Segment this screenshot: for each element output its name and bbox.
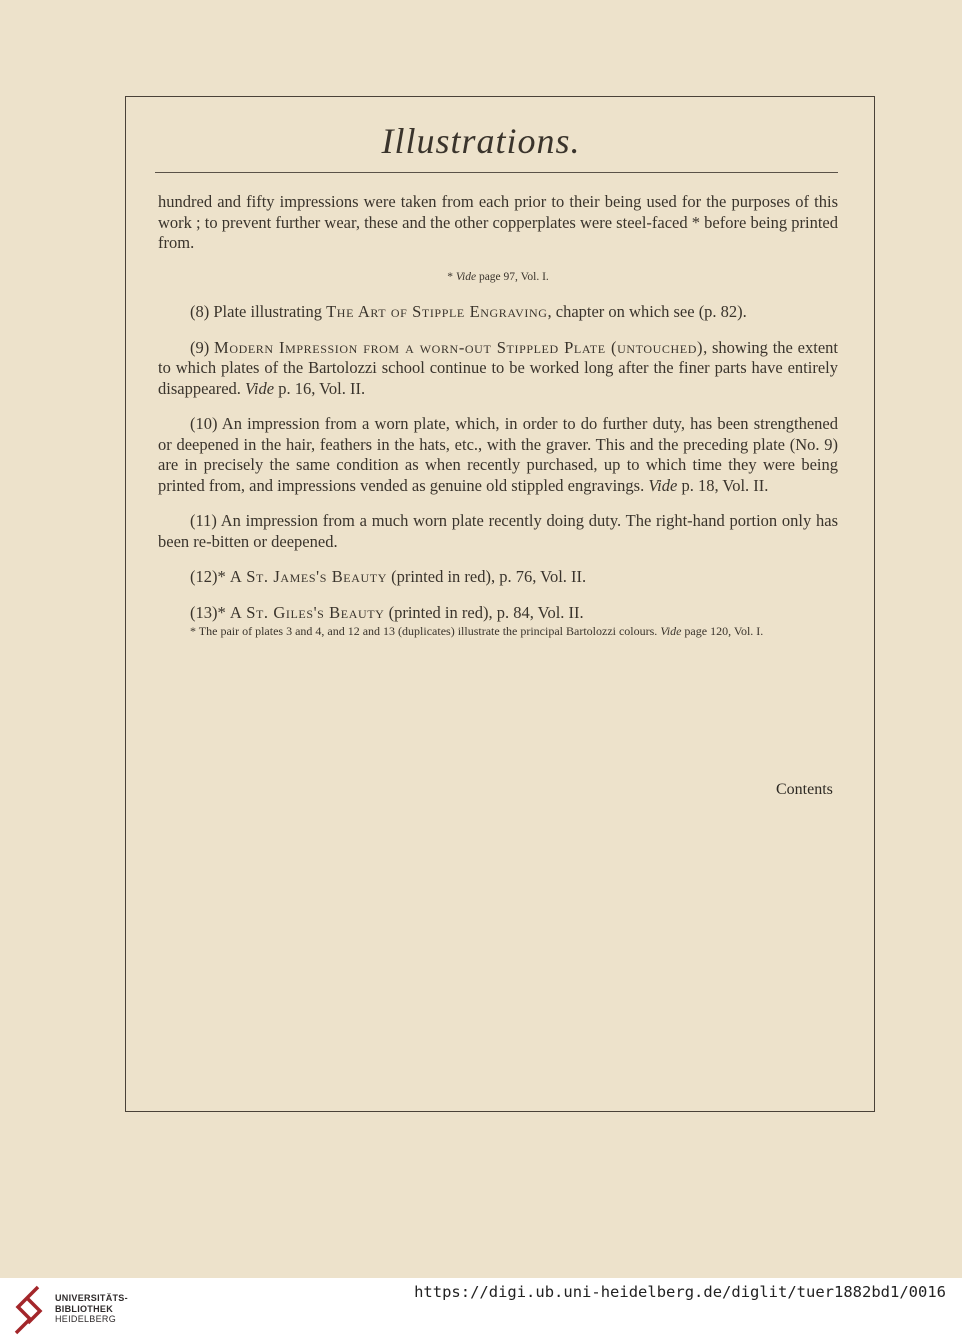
page-footnote: * The pair of plates 3 and 4, and 12 and 13 (duplicates) illustrate the principal Bartolozzi colours. Vide page 120, Vol. I. [190, 624, 764, 638]
title-rule [155, 172, 838, 173]
list-item-8: (8) Plate illustrating The Art of Stipple Engraving, chapter on which see (p. 82). [190, 302, 747, 321]
inline-footnote: * Vide page 97, Vol. I. [447, 270, 549, 283]
body-text [158, 192, 838, 639]
list-item-13: (13)* A St. Giles's Beauty (printed in red), p. 84, Vol. II. [190, 602, 584, 622]
list-item-11: (11) An impression from a much worn plate recently doing duty. The right-hand portion only has been re-bitten or deepened. [158, 511, 838, 551]
continuation-paragraph: hundred and fifty impressions were taken from each prior to their being used for the purposes of this work ; to prevent further wear, these and the other copperplates were steel-faced * before being printed from. [158, 192, 838, 252]
running-title: Illustrations. [381, 121, 581, 161]
library-name: UNIVERSITÄTS- BIBLIOTHEK HEIDELBERG [55, 1293, 128, 1324]
list-item-10: (10) An impression from a worn plate, which, in order to do further duty, has been strengthened or deepened in the hair, feathers in the hats, etc., with the graver. This and the preceding plate (No. 9) are in precisely the same condition as when recently purchased, up to which time they were being printed from, and impressions vended as genuine old stippled engravings. Vide p. 18, Vol. II. [158, 414, 838, 495]
library-logo-icon[interactable] [8, 1283, 48, 1337]
list-item-12: (12)* A St. James's Beauty (printed in red), p. 76, Vol. II. [190, 567, 587, 586]
list-item-9: (9) Modern Impression from a worn-out Stippled Plate (untouched), showing the extent to which plates of the Bartolozzi school continue to be worked long after the finer parts have entirely disappeared. Vide p. 16, Vol. II. [158, 337, 838, 398]
document-url-link[interactable]: https://digi.ub.uni-heidelberg.de/diglit/tuer1882bd1/0016 [414, 1283, 946, 1301]
contents-link[interactable]: Contents [776, 781, 833, 798]
